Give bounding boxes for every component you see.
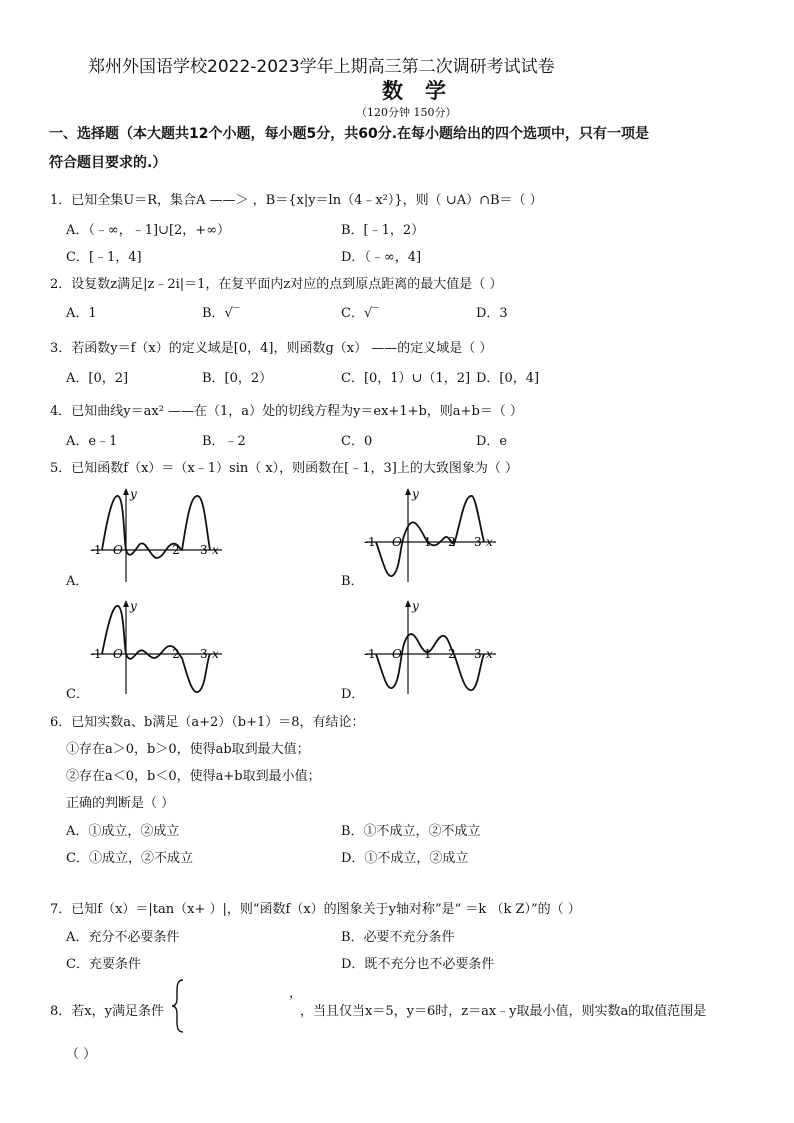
q2-option-d: D．3 [476,306,508,321]
q5-option-b: B． [341,574,364,589]
graph-d [362,598,502,696]
q5-option-d: D． [341,687,365,702]
q7-option-b: B．必要不充分条件 [341,930,455,945]
q3-option-a: A．[0，2] [66,371,129,386]
label-y: y [412,599,419,613]
q8-comma: ， [289,986,303,1001]
graph-b [362,486,502,584]
section-heading-line2: 符合题目要求的.） [49,155,167,171]
q6-option-c: C．①成立，②不成立 [66,851,193,866]
question-6-stem: 6．已知实数a、b满足（a+2）（b+1）＝8，有结论： [50,715,365,730]
q4-option-b: B．﹣2 [202,434,246,449]
label-x: x [486,647,493,661]
exam-title: 郑州外国语学校2022-2023学年上期高三第二次调研考试试卷 [88,57,555,77]
y-arrow [405,488,411,495]
label-y: y [412,487,419,501]
question-1-stem: 1．已知全集U＝R，集合A ——＞ ，B＝{x|y＝ln（4﹣x²）}，则（ ∪A）∩B＝（ ） [50,193,543,208]
q1-option-c: C．[﹣1，4] [66,250,142,265]
q6-option-b: B．①不成立，②不成立 [341,824,481,839]
subject-title: 数学 [382,79,468,103]
time-score: （120分钟 150分） [356,106,457,119]
q4-option-c: C．0 [341,434,373,449]
q6-prompt: 正确的判断是（ ） [66,796,175,811]
label-2: 2 [172,647,180,661]
q4-option-a: A．e﹣1 [66,434,118,449]
q1-option-d: D．（﹣∞，4] [341,250,422,265]
label-2: 2 [172,543,180,557]
question-7-stem: 7．已知f（x）＝|tan（x+ ）|，则“函数f（x）的图象关于y轴对称”是“ ＝k （k Z）”的（ ） [50,902,581,917]
q5-option-a: A． [66,574,89,589]
q7-option-d: D．既不充分也不必要条件 [341,957,495,972]
q2-option-b: B．√‾ [202,306,240,321]
question-5-stem: 5．已知函数f（x）＝（x﹣1）sin（ x），则函数在[﹣1，3]上的大致图象为（ ） [50,461,519,476]
question-3-stem: 3．若函数y＝f（x）的定义域是[0，4]，则函数g（x） ——的定义域是（ ） [50,341,493,356]
y-arrow [123,488,129,495]
section-heading-line1: 一、选择题（本大题共12个小题，每小题5分，共60分.在每小题给出的四个选项中，只有一项是 [49,126,650,142]
q7-option-a: A．充分不必要条件 [66,930,180,945]
label-origin: O [392,647,402,661]
graph-a [88,486,228,584]
question-2-stem: 2．设复数z满足|z﹣2i|＝1，在复平面内z对应的点到原点距离的最大值是（ ） [50,277,503,292]
q6-statement-2: ②存在a＜0，b＜0，使得a+b取到最小值； [66,769,321,784]
question-8-stem-left: 8．若x，y满足条件 [50,1004,164,1019]
curve [376,634,484,690]
left-brace [170,978,186,1034]
label-neg1: -1 [364,535,376,549]
q4-option-d: D．e [476,434,508,449]
label-2: 2 [448,535,456,549]
label-origin: O [113,543,123,557]
label-neg1: -1 [364,647,376,661]
q3-option-d: D．[0，4] [476,371,540,386]
label-3: 3 [474,647,482,661]
q7-option-c: C．充要条件 [66,957,141,972]
label-3: 3 [474,535,482,549]
question-8-stem-right: ，当且仅当x＝5，y＝6时，z＝ax﹣y取最小值，则实数a的取值范围是 [300,1004,707,1019]
q6-option-d: D．①不成立，②成立 [341,851,469,866]
q1-option-b: B．[﹣1，2） [341,223,425,238]
label-origin: O [113,647,123,661]
q2-option-c: C．√‾ [341,306,379,321]
y-arrow [405,600,411,607]
label-1: 1 [424,647,432,661]
label-y: y [130,487,137,501]
label-x: x [486,535,493,549]
label-2: 2 [448,647,456,661]
q1-option-a: A．（﹣∞，﹣1]∪[2，+∞） [66,223,231,238]
label-neg1: -1 [90,647,102,661]
label-neg1: -1 [90,543,102,557]
label-y: y [130,599,137,613]
q3-option-c: C．[0，1）∪（1，2] [341,371,471,386]
label-x: x [212,543,219,557]
label-1: 1 [424,535,432,549]
q6-statement-1: ①存在a＞0，b＞0，使得ab取到最大值； [66,742,310,757]
q6-option-a: A．①成立，②成立 [66,824,180,839]
label-origin: O [392,535,402,549]
label-x: x [212,647,219,661]
y-arrow [123,600,129,607]
graph-c [88,598,228,696]
q2-option-a: A．1 [66,306,97,321]
question-4-stem: 4．已知曲线y＝ax² ——在（1，a）处的切线方程为y＝ex+1+b，则a+b＝（ ） [50,404,523,419]
q8-answer-blank: （ ） [66,1047,97,1062]
label-3: 3 [200,647,208,661]
q3-option-b: B．[0，2） [202,371,273,386]
q5-option-c: C． [66,687,89,702]
label-3: 3 [200,543,208,557]
